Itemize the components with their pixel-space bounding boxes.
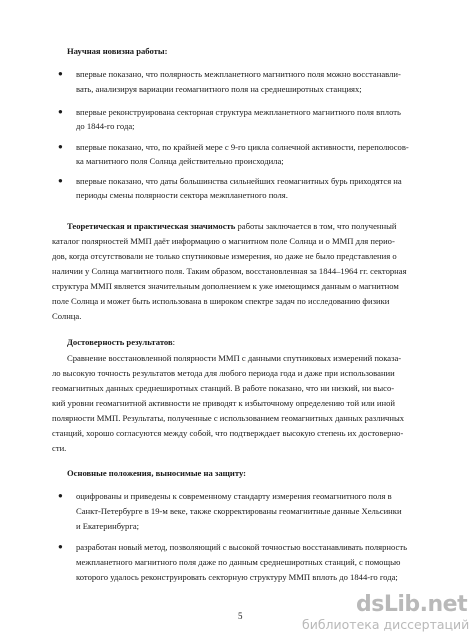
bullet-icon: ●	[58, 142, 63, 151]
significance-line-2: каталог полярностей ММП даёт информацию о магнитном поле Солнца и о ММП для перио-	[52, 236, 395, 246]
bullet-icon: ●	[58, 176, 63, 185]
bullet-icon: ●	[58, 107, 63, 116]
significance-line-5: структура ММП является значительным дополнением к уже имеющимся данным о магнитном	[52, 281, 399, 291]
defense-item-1-line-2: Санкт-Петербурге в 19-м веке, также скорректированы геомагнитные данные Хельсинки	[76, 506, 402, 516]
defense-item-2-line-1: разработан новый метод, позволяющий с высокой точностью восстанавливать полярность	[76, 542, 408, 552]
significance-line-1	[67, 221, 397, 231]
reliability-line-2: ло высокую точность результатов метода для любого периода года и даже при использовании	[52, 368, 395, 378]
significance-line-4: наличии у Солнца магнитного поля. Таким образом, восстановленная за 1844–1964 гг. секторная	[52, 266, 407, 276]
significance-line-7: Солнца.	[52, 311, 82, 321]
defense-item-2-line-2: межпланетного магнитного поля даже по данным среднеширотных станций, с помощью	[76, 557, 401, 567]
reliability-line-3: геомагнитных данных среднеширотных станций. В работе показано, что ни низкий, ни высо-	[52, 383, 395, 393]
novelty-item-4-line-1: впервые показано, что даты большинства сильнейших геомагнитных бурь приходятся на	[76, 176, 402, 186]
reliability-heading-line: Достоверность результатов:	[67, 337, 176, 347]
bullet-icon: ●	[58, 491, 63, 500]
significance-line-6: поле Солнца и может быть использована в широком спектре задач по исследованию физики	[52, 296, 390, 306]
novelty-item-1-line-2: вать, анализируя вариации геомагнитного поля на среднеширотных станциях;	[76, 84, 362, 94]
novelty-item-1-line-1: впервые показано, что полярность межпланетного магнитного поля можно восстанавли-	[76, 69, 401, 79]
reliability-line-1: Сравнение восстановленной полярности ММП с данными спутниковых измерений показа-	[67, 353, 402, 363]
significance-line-3: дов, когда отсутствовали не только спутниковые измерения, но даже не было представления о	[52, 251, 397, 261]
bullet-icon: ●	[58, 542, 63, 551]
watermark-logo	[300, 592, 469, 637]
reliability-line-7: сти.	[52, 443, 67, 453]
reliability-heading: Достоверность результатов	[67, 337, 173, 347]
watermark-subtitle: библиотека диссертаций	[302, 617, 469, 632]
defense-item-1-line-1: оцифрованы и приведены к современному стандарту измерения геомагнитного поля в	[76, 491, 392, 501]
novelty-item-3-line-2: ка магнитного поля Солнца действительно происходила;	[76, 156, 284, 166]
novelty-item-4-line-2: периоды смены полярности сектора межпланетного поля.	[76, 190, 288, 200]
watermark-title: dsLib.net	[356, 592, 468, 617]
reliability-line-5: полярности ММП. Результаты, полученные с использованием геомагнитных данных различных	[52, 413, 405, 423]
defense-heading: Основные положения, выносимые на защиту:	[67, 468, 247, 478]
page-number: 5	[238, 611, 243, 621]
defense-item-1-line-3: и Екатеринбурга;	[76, 521, 140, 531]
novelty-heading: Научная новизна работы:	[67, 46, 168, 56]
bullet-icon: ●	[58, 69, 63, 78]
reliability-line-4: кий уровни геомагнитной активности не приводят к избыточному определению той или иной	[52, 398, 396, 408]
significance-lead: Теоретическая и практическая значимость	[67, 221, 236, 231]
reliability-line-6: станций, хорошо согласуются между собой, что подтверждает высокую степень их достоверно-	[52, 428, 404, 438]
significance-text: работы заключается в том, что полученный	[237, 221, 397, 231]
novelty-item-3-line-1: впервые показано, что, по крайней мере с 9-го цикла солнечной активности, переполюсов-	[76, 142, 409, 152]
defense-item-2-line-3: которого удалось реконструировать секторную структуру ММП вплоть до 1844-го года;	[76, 572, 398, 582]
novelty-item-2-line-2: до 1844-го года;	[76, 121, 135, 131]
novelty-item-2-line-1: впервые реконструирована секторная структура межпланетного магнитного поля вплоть	[76, 107, 401, 117]
